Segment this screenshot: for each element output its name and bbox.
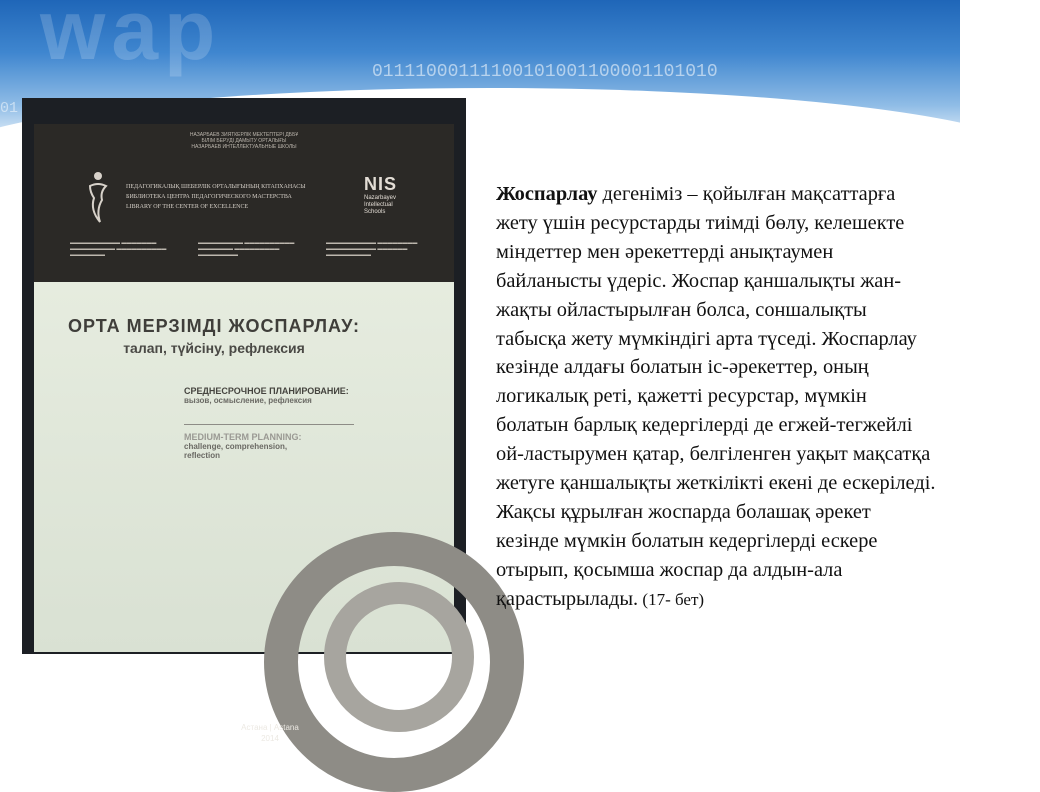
cover-divider [184,424,354,425]
nis-logo-subtext: Intellectual [364,202,393,208]
cover-organization [144,132,344,150]
cover-info-columns [70,240,430,258]
page-reference: (17- бет) [638,589,705,609]
cover-library-title [126,182,366,212]
definition-paragraph [496,180,936,615]
binary-text-left: 01 [0,100,19,117]
binary-text-top: 01111000111100101001100001101010 [372,62,718,82]
cover-publication-place [230,722,310,744]
nis-logo [364,174,434,224]
cover-year-text: 2014 [261,734,279,743]
cover-title-ru-text: СРЕДНЕСРОЧНОЕ ПЛАНИРОВАНИЕ: [184,386,349,396]
cover-subtitle-en-text: challenge, comprehension, [184,442,288,451]
book-cover [34,124,454,743]
definition-body: дегеніміз – қойылған мақсаттарға жету үшін ресурстарды тиімді бөлу, келешекте міндеттер мен әрекеттерді анықтаумен байланысты үдеріс. Жоспар қаншалықты жан-жақты ойластырылған болса, соншалықты табысқа жету мүмкіндігі арта түседі. Жоспарлау кезінде алдағы болатын іс-әрекеттер, оның логикалық реті, қажетті ресурстар, мүмкін болатын барлық кедергілерді де егжей-тегжейлі ой-ластырумен қатар, белгіленген уақыт мақсатқа жетуге қаншалықты жеткілікті екені де ескеріледі. Жақсы құрылған жоспарда болашақ әрекет кезінде мүмкін болатын кедергілерді ескере отырып, қосымша жоспар да алдын-ала қарастырылады. [496,183,936,610]
cover-title-russian [184,386,444,405]
cover-city-text: Астана | Astana [241,723,299,732]
definition-term: Жоспарлау [496,183,598,205]
cover-subtitle-kazakh: талап, түйсіну, рефлексия [123,340,305,356]
header-watermark-text: wap [40,0,222,77]
cover-library-line: ПЕДАГОГИКАЛЫҚ ШЕБЕРЛІК ОРТАЛЫҒЫНЫҢ КІТАПХАНАСЫ [126,184,306,190]
cover-swirl-graphic [324,582,474,732]
cover-bottom-section [34,282,454,743]
cover-info-column: ▬▬▬▬▬▬▬▬▬▬ ▬▬▬▬▬▬▬ ▬▬▬▬▬▬▬▬▬ ▬▬▬▬▬▬▬▬▬▬ ▬▬▬▬▬▬▬ [70,240,167,258]
cover-title-kazakh: ОРТА МЕРЗІМДІ ЖОСПАРЛАУ: [67,316,361,336]
cover-org-line: НАЗАРБАЕВ ИНТЕЛЛЕКТУАЛЬНЫЕ ШКОЛЫ [191,144,297,150]
cover-info-column: ▬▬▬▬▬▬▬▬▬▬ ▬▬▬▬▬▬▬▬ ▬▬▬▬▬▬▬▬▬▬ ▬▬▬▬▬▬ ▬▬▬▬▬▬▬▬▬ [326,240,418,258]
cover-title-english [184,432,444,460]
cover-title-en-text: MEDIUM-TERM PLANNING: [184,432,302,442]
nis-logo-subtext: Schools [364,209,386,215]
cover-info-column: ▬▬▬▬▬▬▬▬▬ ▬▬▬▬▬▬▬▬▬▬ ▬▬▬▬▬▬▬ ▬▬▬▬▬▬▬▬▬ ▬▬▬▬▬▬▬▬ [198,240,295,258]
cover-subtitle-en-text: reflection [184,451,221,460]
nis-logo-text: NIS [364,174,398,194]
person-logo-icon [86,170,110,224]
cover-org-line: НАЗАРБАЕВ ЗИЯТКЕРЛІК МЕКТЕПТЕРІ ДББҰ [189,132,299,138]
cover-library-line: LIBRARY OF THE CENTER OF EXCELLENCE [126,204,249,210]
cover-subtitle-ru-text: вызов, осмысление, рефлексия [184,396,312,405]
cover-library-line: БИБЛИОТЕКА ЦЕНТРА ПЕДАГОГИЧЕСКОГО МАСТЕРСТВА [126,194,292,200]
cover-org-line: БІЛІМ БЕРУДІ ДАМЫТУ ОРТАЛЫҒЫ [201,138,287,144]
nis-logo-subtext: Nazarbayev [364,195,397,201]
cover-top-section [34,124,454,282]
